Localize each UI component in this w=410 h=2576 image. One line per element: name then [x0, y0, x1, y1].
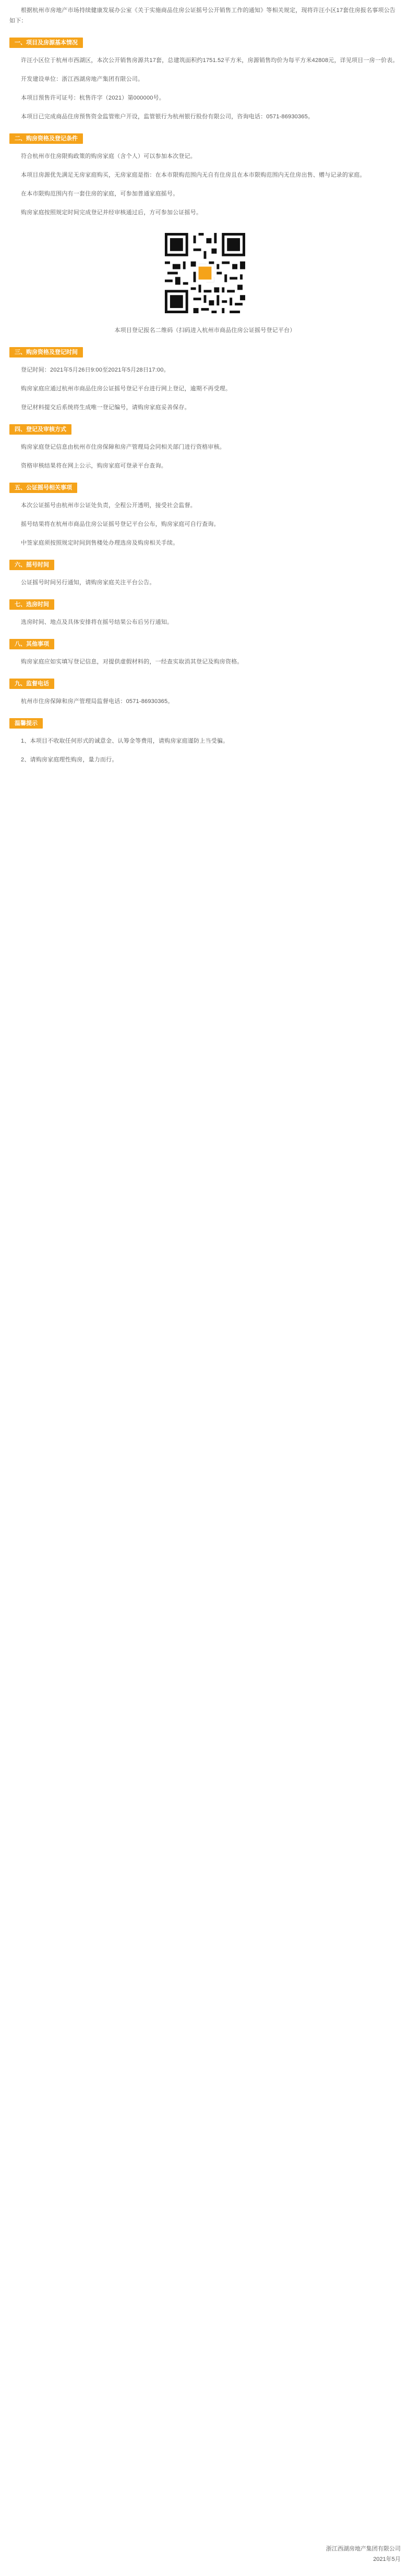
- sections-block-a: [9, 34, 401, 218]
- section-paragraph: 本项目房源优先满足无房家庭购买，无房家庭是指：在本市限购范围内无自有住房且在本市限购范围内无住房出售、赠与记录的家庭。: [21, 172, 366, 178]
- sections-block-b: [9, 344, 401, 765]
- footer-signature: [326, 2544, 401, 2565]
- section-paragraph: 选房时间、地点及具体安排将在摇号结果公布后另行通知。: [21, 619, 173, 625]
- section-heading: 二、购房资格及登记条件: [9, 133, 83, 144]
- section-heading: 三、购房资格及登记时间: [9, 347, 83, 358]
- section-paragraph: 2、请购房家庭理性购房，量力而行。: [21, 757, 118, 763]
- section-paragraph: 许汪小区位于杭州市西湖区，本次公开销售房源共17套，总建筑面积约1751.52平方米，房源销售均价为每平方米42808元，详见项目一房一价表。: [21, 57, 399, 64]
- section-heading: 四、登记及审核方式: [9, 424, 71, 435]
- section-paragraph: 1、本项目不收取任何形式的诚意金、认筹金等费用，请购房家庭谨防上当受骗。: [21, 738, 229, 744]
- section-paragraph: 中签家庭须按照规定时间到售楼处办理选房及购房相关手续。: [21, 540, 179, 546]
- section-paragraph: 登记材料提交后系统将生成唯一登记编号，请购房家庭妥善保存。: [21, 404, 190, 411]
- footer-date: 2021年5月: [373, 2556, 401, 2562]
- section-heading: 六、摇号时间: [9, 560, 54, 570]
- section-paragraph: 购房家庭登记信息由杭州市住房保障和房产管理局会同相关部门进行资格审核。: [21, 444, 225, 450]
- section-paragraph: 在本市限购范围内有一套住房的家庭，可参加普通家庭摇号。: [21, 191, 179, 197]
- section-paragraph: 购房家庭应通过杭州市商品住房公证摇号登记平台进行网上登记，逾期不再受理。: [21, 386, 232, 392]
- section-heading: 八、其他事项: [9, 639, 54, 649]
- section-heading: 七、选房时间: [9, 599, 54, 610]
- section-heading: 温馨提示: [9, 718, 43, 729]
- section-heading: 一、项目及房源基本情况: [9, 38, 83, 48]
- section-paragraph: 杭州市住房保障和房产管理局监督电话：0571-86930365。: [21, 698, 174, 705]
- section-paragraph: 购房家庭应如实填写登记信息，对提供虚假材料的，一经查实取消其登记及购房资格。: [21, 659, 243, 665]
- section-paragraph: 本项目已完成商品住房预售资金监管账户开设，监管银行为杭州银行股份有限公司，咨询电话：0571-86930365。: [21, 114, 314, 120]
- qr-caption: 本项目登记报名二维码（扫码进入杭州市商品住房公证摇号登记平台）: [114, 327, 296, 334]
- section-paragraph: 资格审核结果将在网上公示，购房家庭可登录平台查询。: [21, 463, 167, 469]
- section-paragraph: 本次公证摇号由杭州市公证处负责，全程公开透明，接受社会监督。: [21, 502, 196, 509]
- section-heading: 九、监督电话: [9, 679, 54, 689]
- qr-code-wrapper: [9, 230, 401, 316]
- intro-paragraph: 根据杭州市房地产市场持续健康发展办公室《关于实施商品住房公证摇号公开销售工作的通知》等相关规定，现将许汪小区17套住房报名事项公告如下：: [9, 7, 396, 24]
- section-paragraph: 开发建设单位：浙江西湖房地产集团有限公司。: [21, 76, 144, 82]
- section-paragraph: 本项目预售许可证号：杭售许字（2021）第000000号。: [21, 95, 165, 101]
- qr-code-image[interactable]: [162, 230, 248, 316]
- section-paragraph: 购房家庭按照规定时间完成登记并经审核通过后，方可参加公证摇号。: [21, 209, 202, 216]
- section-paragraph: 登记时间：2021年5月26日9:00至2021年5月28日17:00。: [21, 367, 170, 373]
- section-heading: 五、公证摇号相关事项: [9, 483, 77, 493]
- section-paragraph: 摇号结果将在杭州市商品住房公证摇号登记平台公布，购房家庭可自行查询。: [21, 521, 220, 527]
- footer-company: 浙江西湖房地产集团有限公司: [326, 2546, 401, 2552]
- section-paragraph: 符合杭州市住房限购政策的购房家庭（含个人）可以参加本次登记。: [21, 153, 196, 159]
- section-paragraph: 公证摇号时间另行通知，请购房家庭关注平台公告。: [21, 580, 155, 586]
